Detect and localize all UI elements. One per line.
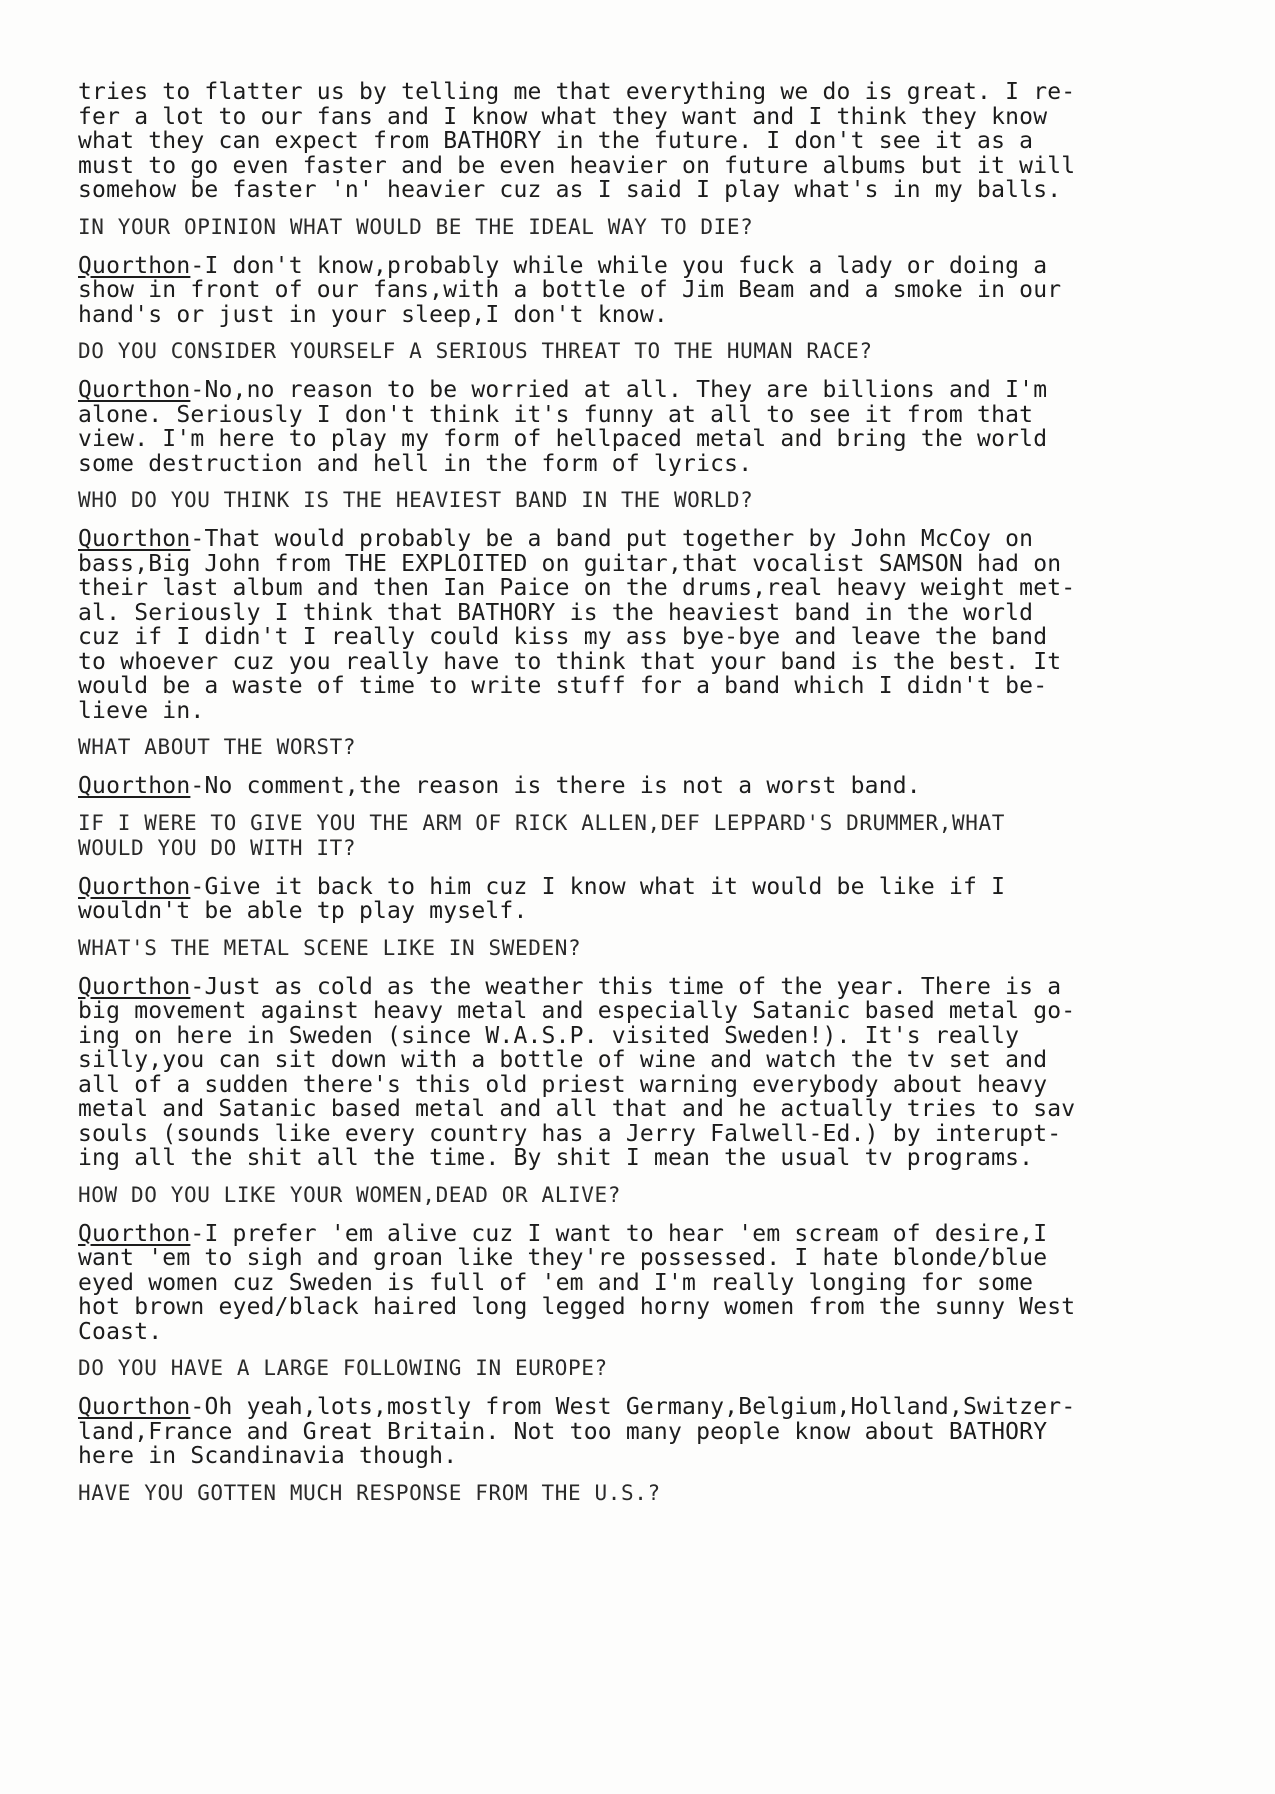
answer xyxy=(78,378,1198,476)
answer-text: -I don't know,probably while while you fuck a lady or doing a xyxy=(190,252,1048,279)
answer-text: -I prefer 'em alive cuz I want to hear 'em scream of desire,I xyxy=(190,1220,1048,1247)
answer xyxy=(78,527,1198,723)
answer-text: -No,no reason to be worried at all. They are billions and I'm xyxy=(190,377,1048,403)
answer-text: -Oh yeah,lots,mostly from West Germany,Belgium,Holland,Switzer- xyxy=(190,1394,1076,1420)
answer-line: view. I'm here to play my form of hellpaced metal and bring the world xyxy=(78,426,1048,452)
speaker-name: Quorthon xyxy=(78,873,191,900)
qa-block xyxy=(78,339,1198,476)
question: DO YOU CONSIDER YOURSELF A SERIOUS THREAT TO THE HUMAN RACE? xyxy=(78,339,873,363)
question: HOW DO YOU LIKE YOUR WOMEN,DEAD OR ALIVE? xyxy=(78,1182,621,1207)
answer-line: here in Scandinavia though. xyxy=(78,1443,458,1469)
answer-line: wouldn't be able tp play myself. xyxy=(78,898,528,924)
qa-block xyxy=(78,488,1198,723)
answer-line: hand's or just in your sleep,I don't know. xyxy=(78,301,668,328)
answer-line: land,France and Great Britain. Not too many people know about BATHORY xyxy=(78,1418,1048,1445)
intro-paragraph xyxy=(78,80,1198,203)
answer xyxy=(78,1222,1198,1345)
question: WHAT ABOUT THE WORST? xyxy=(78,735,357,759)
speaker-name: Quorthon xyxy=(78,1220,191,1247)
speaker-name: Quorthon xyxy=(78,773,191,799)
answer-line xyxy=(78,875,1198,900)
speaker-name: Quorthon xyxy=(78,973,191,1000)
qa-block xyxy=(78,811,1198,924)
qa-block xyxy=(78,735,1198,799)
answer-line: Coast. xyxy=(78,1318,163,1345)
answer-line: lieve in. xyxy=(78,697,205,724)
answer xyxy=(78,875,1198,924)
answer-line: would be a waste of time to write stuff for a band which I didn't be- xyxy=(78,673,1048,699)
answer-line xyxy=(78,378,1198,403)
speaker-name: Quorthon xyxy=(78,1394,191,1420)
qa-block xyxy=(78,936,1198,1171)
intro-line: tries to flatter us by telling me that everything we do is great. I re- xyxy=(78,79,1076,105)
question: HAVE YOU GOTTEN MUCH RESPONSE FROM THE U.S.? xyxy=(78,1480,661,1505)
qa-block xyxy=(78,215,1198,328)
answer-line xyxy=(78,774,1198,799)
answer-line: cuz if I didn't I really could kiss my ass bye-bye and leave the band xyxy=(78,624,1048,650)
question: DO YOU HAVE A LARGE FOLLOWING IN EUROPE? xyxy=(78,1356,608,1380)
answer-line: want 'em to sigh and groan like they're possessed. I hate blonde/blue xyxy=(78,1245,1048,1271)
answer-text: -No comment,the reason is there is not a worst band. xyxy=(190,773,921,799)
question: WHAT'S THE METAL SCENE LIKE IN SWEDEN? xyxy=(78,935,582,960)
answer-line: some destruction and hell in the form of lyrics. xyxy=(78,450,753,477)
answer-line: to whoever cuz you really have to think that your band is the best. It xyxy=(78,648,1062,675)
question: IN YOUR OPINION WHAT WOULD BE THE IDEAL WAY TO DIE? xyxy=(78,214,754,239)
answer-line: their last album and then Ian Paice on the drums,real heavy weight met- xyxy=(78,575,1076,601)
answer-line: eyed women cuz Sweden is full of 'em and I'm really longing for some xyxy=(78,1269,1034,1296)
speaker-name: Quorthon xyxy=(78,377,191,403)
answer-line xyxy=(78,254,1198,279)
answer-line: ing on here in Sweden (since W.A.S.P. visited Sweden!). It's really xyxy=(78,1022,1020,1049)
answer-text: -Just as cold as the weather this time of the year. There is a xyxy=(190,973,1062,1000)
intro-line: what they can expect from BATHORY in the future. I don't see it as a xyxy=(78,128,1034,154)
answer-line: all of a sudden there's this old priest warning everybody about heavy xyxy=(78,1071,1048,1098)
answer xyxy=(78,1395,1198,1469)
intro-line: must to go even faster and be even heavier on future albums but it will xyxy=(78,152,1076,179)
answer-line xyxy=(78,527,1198,552)
answer-text: -Give it back to him cuz I know what it would be like if I xyxy=(190,873,1006,900)
question: WHO DO YOU THINK IS THE HEAVIEST BAND IN THE WORLD? xyxy=(78,488,754,512)
answer-text: -That would probably be a band put together by John McCoy on xyxy=(190,526,1034,552)
answer-line: alone. Seriously I don't think it's funny at all to see it from that xyxy=(78,401,1034,428)
answer-line: silly,you can sit down with a bottle of wine and watch the tv set and xyxy=(78,1047,1048,1073)
answer xyxy=(78,254,1198,328)
intro-line: fer a lot to our fans and I know what they want and I think they know xyxy=(78,103,1048,130)
answer-line: show in front of our fans,with a bottle of Jim Beam and a smoke in our xyxy=(78,277,1062,303)
answer-line: metal and Satanic based metal and all that and he actually tries to sav xyxy=(78,1096,1076,1122)
answer-line: hot brown eyed/black haired long legged horny women from the sunny West xyxy=(78,1294,1076,1320)
speaker-name: Quorthon xyxy=(78,252,191,279)
qa-block xyxy=(78,1356,1198,1469)
answer-line: bass,Big John from THE EXPLOITED on guitar,that vocalist SAMSON had on xyxy=(78,550,1062,577)
qa-block xyxy=(78,1183,1198,1345)
answer-line: souls (sounds like every country has a Jerry Falwell-Ed.) by interupt- xyxy=(78,1120,1062,1147)
answer-line xyxy=(78,975,1198,1000)
answer-line: big movement against heavy metal and especially Satanic based metal go- xyxy=(78,998,1076,1024)
question: IF I WERE TO GIVE YOU THE ARM OF RICK ALLEN,DEF LEPPARD'S DRUMMER,WHAT WOULD YOU DO WITH IT? xyxy=(78,810,1006,860)
qa-block xyxy=(78,1481,1198,1506)
answer xyxy=(78,975,1198,1171)
answer-line xyxy=(78,1222,1198,1247)
intro-line: somehow be faster 'n' heavier cuz as I said I play what's in my balls. xyxy=(78,177,1062,203)
answer-line xyxy=(78,1395,1198,1420)
speaker-name: Quorthon xyxy=(78,526,191,552)
answer-line: al. Seriously I think that BATHORY is the heaviest band in the world xyxy=(78,599,1034,626)
interview-text xyxy=(78,80,1198,1520)
answer xyxy=(78,774,1198,799)
answer-line: ing all the shit all the time. By shit I mean the usual tv programs. xyxy=(78,1145,1034,1171)
